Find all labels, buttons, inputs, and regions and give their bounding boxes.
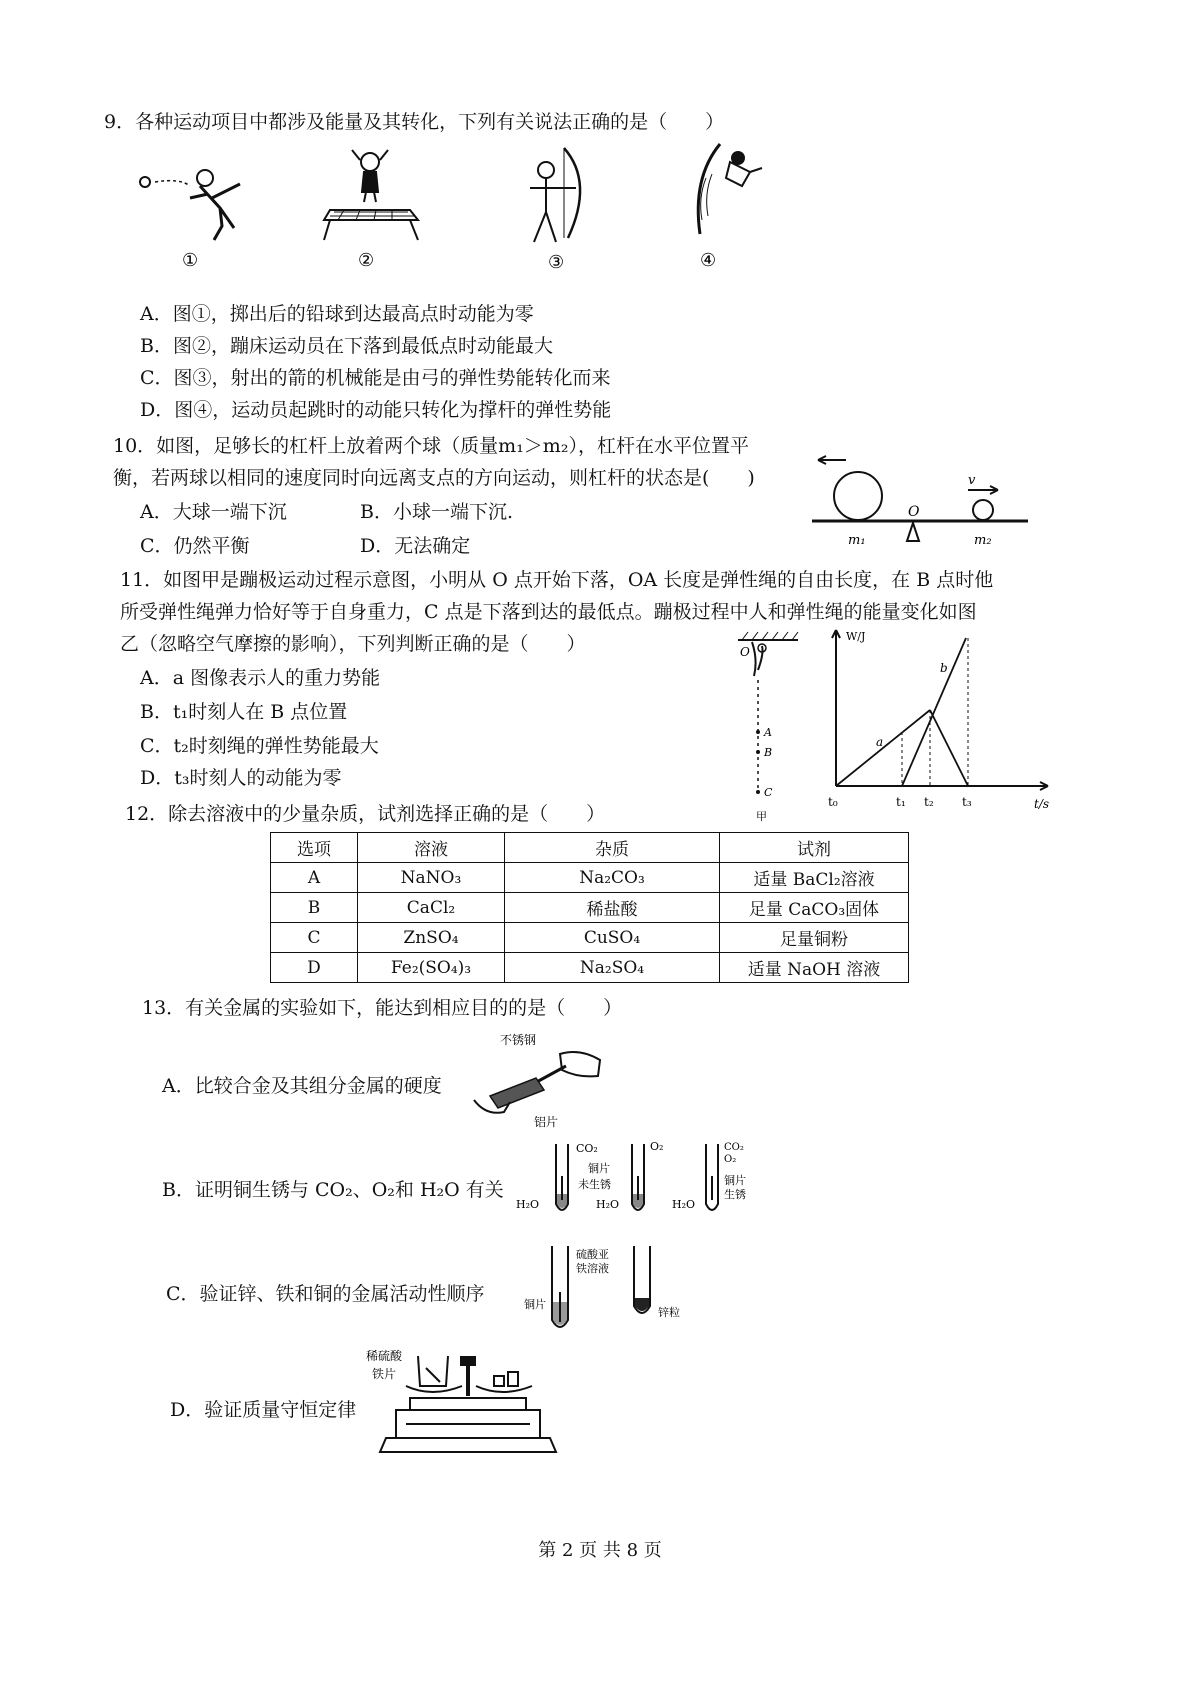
q10-o-label: O (908, 504, 920, 520)
q10-small-ball (973, 500, 993, 520)
q10-big-ball (834, 472, 882, 520)
q11-curve-a-label: a (876, 735, 884, 749)
q13-figB-h2o-2: H₂O (596, 1198, 620, 1211)
q13-figB-h2o-1: H₂O (516, 1198, 540, 1211)
q13-figB-cu: 铜片 (588, 1162, 610, 1175)
q12-table-header (271, 833, 909, 863)
q12-cell: Na₂SO₄ (505, 953, 720, 983)
q11-bungee-figure (728, 630, 808, 830)
q13-figB-no-rust: 未生锈 (578, 1178, 611, 1191)
q11-y-axis-label: W/J (846, 630, 866, 643)
q12-col-reagent: 试剂 (720, 833, 909, 863)
q10-fulcrum (907, 523, 919, 541)
q12-cell: 适量 BaCl₂溶液 (720, 863, 909, 893)
q11-tick-t0: t₀ (828, 795, 838, 809)
q9-figure-pole-vault (680, 138, 780, 274)
q12-col-option: 选项 (271, 833, 358, 863)
q10-option-b: B．小球一端下沉. (360, 501, 514, 523)
q12-cell: D (271, 953, 358, 983)
q11-jia-label: 甲 (756, 810, 767, 823)
q11-tick-t3: t₃ (962, 795, 972, 809)
q10-option-c: C．仍然平衡 (140, 535, 250, 557)
q13-stem: 13．有关金属的实验如下，能达到相应目的的是（ ） (142, 997, 623, 1019)
q11-option-d: D．t₃时刻人的动能为零 (140, 767, 342, 789)
q10-option-a: A．大球一端下沉 (140, 501, 287, 523)
q10-m2-label: m₂ (974, 533, 992, 548)
q13-figD-fe-label: 铁片 (372, 1367, 397, 1381)
table-row (271, 863, 909, 893)
q11-point-o: O (740, 645, 750, 659)
q13-figB-test-tubes (516, 1136, 796, 1226)
q9-fig-label-4: ④ (700, 250, 717, 271)
q9-option-c: C．图③，射出的箭的机械能是由弓的弹性势能转化而来 (140, 367, 611, 389)
q9-figure-shot-put (130, 148, 260, 278)
q11-option-b: B．t₁时刻人在 B 点位置 (140, 701, 348, 723)
q12-cell: 足量 CaCO₃固体 (720, 893, 909, 923)
q13-figB-o2: O₂ (650, 1140, 664, 1153)
q13-figC-zn-label: 锌粒 (658, 1306, 680, 1319)
q10-stem-line1: 10．如图，足够长的杠杆上放着两个球（质量m₁＞m₂），杠杆在水平位置平 (113, 435, 749, 457)
q10-m1-label: m₁ (848, 533, 866, 548)
q13-figA-al-label: 铝片 (534, 1115, 559, 1129)
q13-option-c: C．验证锌、铁和铜的金属活动性顺序 (166, 1283, 485, 1305)
q12-cell: Na₂CO₃ (505, 863, 720, 893)
q11-tick-t1: t₁ (896, 795, 906, 809)
q11-curve-b-label: b (940, 661, 948, 675)
q11-stem-line2: 所受弹性绳弹力恰好等于自身重力，C 点是下落到达的最低点。蹦极过程中人和弹性绳的能量变化如图 (120, 601, 977, 623)
q12-cell: CaCl₂ (358, 893, 505, 923)
q11-point-c: C (764, 786, 773, 799)
q13-figB-co2-3: CO₂ (724, 1142, 744, 1153)
q13-figD-balance (366, 1346, 566, 1466)
table-row (271, 923, 909, 953)
q10-v-label: v (968, 473, 976, 488)
q11-energy-graph (818, 626, 1058, 816)
q13-figC-test-tubes (524, 1242, 694, 1342)
q13-option-a: A．比较合金及其组分金属的硬度 (162, 1075, 442, 1097)
q9-fig-label-1: ① (182, 250, 199, 271)
q13-figC-feso4-2: 铁溶液 (576, 1262, 609, 1275)
q13-figA-stainless-label: 不锈钢 (500, 1033, 537, 1047)
q11-x-axis-label: t/s (1034, 797, 1050, 811)
q13-figB-co2: CO₂ (576, 1142, 598, 1155)
q13-option-b: B．证明铜生锈与 CO₂、O₂和 H₂O 有关 (162, 1179, 504, 1201)
q9-option-d: D．图④，运动员起跳时的动能只转化为撑杆的弹性势能 (140, 399, 612, 421)
q11-stem-line3: 乙（忽略空气摩擦的影响），下列判断正确的是（ ） (120, 633, 586, 655)
q12-cell: NaNO₃ (358, 863, 505, 893)
q11-option-c: C．t₂时刻绳的弹性势能最大 (140, 735, 379, 757)
q11-tick-t2: t₂ (924, 795, 934, 809)
q9-stem: 9．各种运动项目中都涉及能量及其转化，下列有关说法正确的是（ ） (104, 111, 725, 133)
page-footer: 第 2 页 共 8 页 (538, 1540, 662, 1561)
q13-option-d: D．验证质量守恒定律 (170, 1399, 357, 1421)
q10-option-d: D．无法确定 (360, 535, 471, 557)
q13-figC-feso4-1: 硫酸亚 (576, 1248, 609, 1261)
q9-fig-label-2: ② (358, 250, 375, 271)
q12-table (270, 832, 909, 983)
q12-cell: C (271, 923, 358, 953)
q13-figB-o2-3: O₂ (724, 1154, 737, 1165)
q11-option-a: A．a 图像表示人的重力势能 (140, 667, 381, 689)
q11-stem-line1: 11．如图甲是蹦极运动过程示意图，小明从 O 点开始下落，OA 长度是弹性绳的自由长度，在 B 点时他 (120, 569, 994, 591)
q12-cell: 足量铜粉 (720, 923, 909, 953)
q13-figB-rusted: 生锈 (724, 1188, 746, 1201)
table-row (271, 953, 909, 983)
q9-fig-label-3: ③ (548, 252, 565, 273)
q13-figA-scratch-test (470, 1030, 620, 1130)
q12-stem: 12．除去溶液中的少量杂质，试剂选择正确的是（ ） (125, 803, 606, 825)
q9-figure-trampoline (320, 140, 430, 278)
q12-cell: A (271, 863, 358, 893)
q9-option-a: A．图①，掷出后的铅球到达最高点时动能为零 (140, 303, 534, 325)
q11-curve-a-fall (930, 710, 968, 786)
q12-col-solution: 溶液 (358, 833, 505, 863)
q11-point-a: A (764, 726, 772, 739)
q13-figB-rust-cu: 铜片 (724, 1174, 746, 1187)
q13-figB-h2o-3: H₂O (672, 1198, 696, 1211)
q9-option-b: B．图②，蹦床运动员在下落到最低点时动能最大 (140, 335, 553, 357)
q13-figC-cu-label: 铜片 (524, 1298, 546, 1311)
q12-cell: CuSO₄ (505, 923, 720, 953)
table-row (271, 893, 909, 923)
q9-figure-archery (524, 142, 604, 274)
q12-cell: 适量 NaOH 溶液 (720, 953, 909, 983)
q12-cell: Fe₂(SO₄)₃ (358, 953, 505, 983)
q12-cell: ZnSO₄ (358, 923, 505, 953)
q11-point-b: B (764, 746, 773, 759)
q12-col-impurity: 杂质 (505, 833, 720, 863)
q12-cell: B (271, 893, 358, 923)
q10-stem-line2: 衡，若两球以相同的速度同时向远离支点的方向运动，则杠杆的状态是( ) (113, 467, 755, 489)
q10-lever-figure (808, 446, 1038, 556)
q13-figD-acid-label: 稀硫酸 (366, 1349, 403, 1363)
q12-cell: 稀盐酸 (505, 893, 720, 923)
